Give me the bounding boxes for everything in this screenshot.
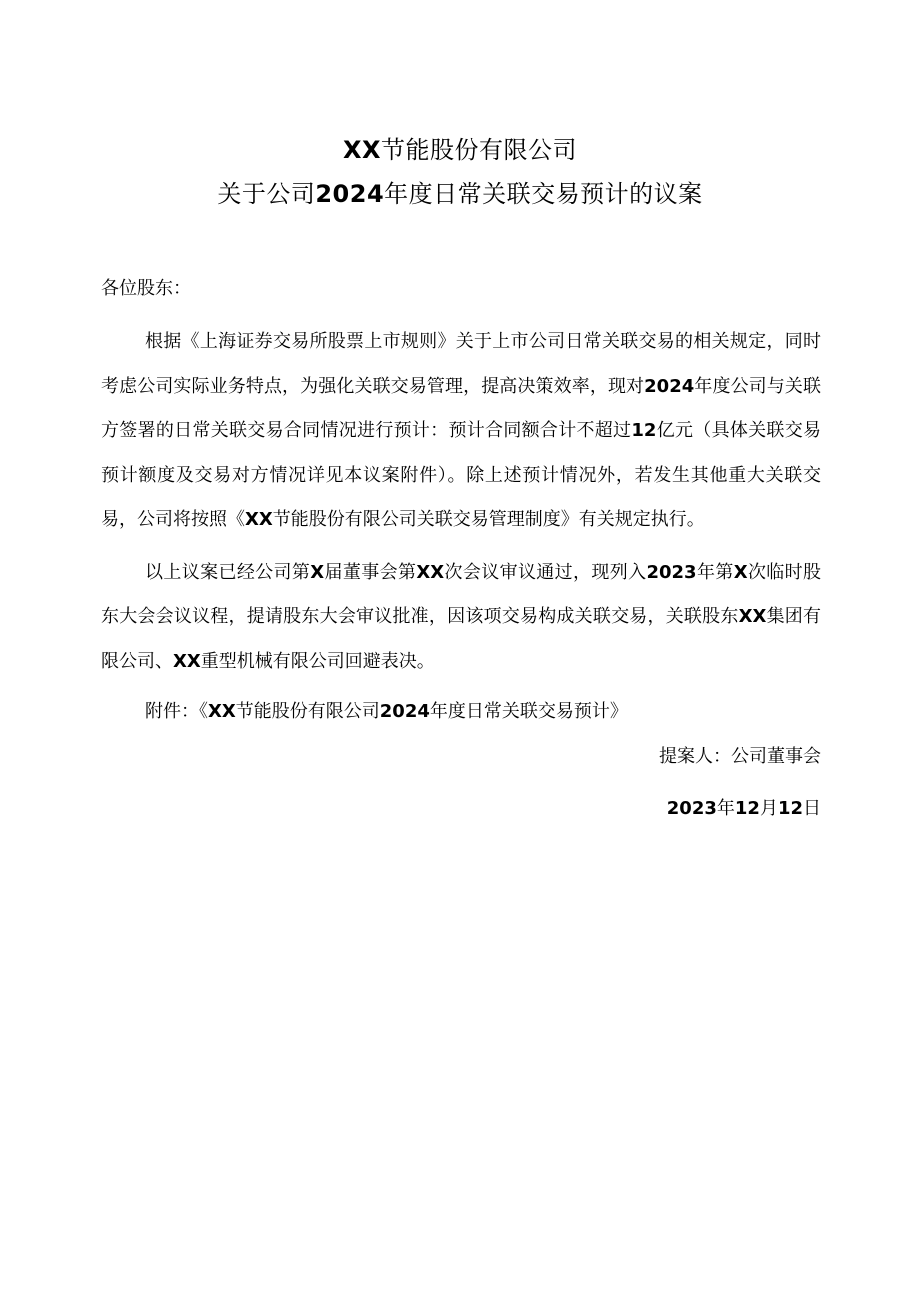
- title-company-line: [0, 128, 920, 172]
- paragraph-background: [101, 320, 821, 543]
- title-company-prefix: XX: [342, 136, 381, 164]
- para2-text-3: 次会议审议通过，现列入: [444, 561, 647, 583]
- para1-text-1: 根据《上海证券交易所股票上市规则》关于上市公司日常关联交易的相关规定，同时考虑公司实际业务特点，为强化关联交易管理，提高决策效率，现对: [101, 331, 821, 397]
- date-year-unit: 年: [716, 797, 735, 819]
- attachment-company-code: XX: [208, 701, 236, 722]
- attachment-text-2: 节能股份有限公司: [235, 701, 380, 722]
- para2-meeting-index: X: [733, 561, 748, 583]
- date-line: [101, 787, 821, 831]
- title-subject-b: 年度日常关联交易预计的议案: [384, 180, 703, 208]
- para2-text-6: 集团有限公司、: [101, 606, 822, 672]
- para2-meeting-number: XX: [416, 561, 445, 583]
- title-company-suffix: 节能股份有限公司: [381, 136, 577, 164]
- para2-text-7: 重型机械有限公司回避表决。: [200, 650, 435, 672]
- title-subject-a: 关于公司: [217, 180, 316, 208]
- date-day-unit: 日: [803, 797, 821, 819]
- document-body: [101, 274, 821, 831]
- salutation: 各位股东：: [101, 278, 191, 299]
- para2-text-1: 以上议案已经公司第: [145, 561, 311, 583]
- para1-text-2: 年度公司与关联方签署的日常关联交易合同情况进行预计：预计合同额合计不超过: [101, 375, 822, 441]
- date-month-unit: 月: [759, 797, 778, 819]
- attachment-line: [101, 690, 821, 735]
- para1-text-3: 亿元（具体关联交易预计额度及交易对方情况详见本议案附件）。除上述预计情况外，若发生其他重大关联交易，公司将按照《: [101, 420, 822, 530]
- para2-text-5: 次临时股东大会会议议程，提请股东大会审议批准，因该项交易构成关联交易，关联股东: [101, 561, 822, 627]
- paragraph-approval: [101, 551, 821, 685]
- para2-text-4: 年第: [696, 561, 734, 583]
- para2-board-session: X: [310, 561, 325, 583]
- date-day: 12: [777, 797, 803, 819]
- para1-text-4: 节能股份有限公司关联交易管理制度》有关规定执行。: [272, 509, 705, 530]
- para2-group-code: XX: [738, 606, 767, 627]
- para1-year: 2024: [644, 375, 695, 397]
- attachment-text-3: 年度日常关联交易预计》: [429, 701, 628, 722]
- date-month: 12: [734, 797, 760, 819]
- proposer-line: 提案人：公司董事会: [659, 745, 821, 767]
- attachment-text-1: 附件：《: [145, 701, 208, 722]
- title-subject-year: 2024: [315, 180, 385, 208]
- para1-amount: 12: [631, 420, 657, 441]
- date-year: 2023: [666, 797, 717, 819]
- para2-machinery-code: XX: [173, 650, 201, 672]
- title-subject-line: [0, 172, 920, 216]
- attachment-year: 2024: [379, 701, 430, 722]
- document-title: [0, 128, 920, 216]
- para2-text-2: 届董事会第: [324, 561, 417, 583]
- para2-year: 2023: [646, 561, 697, 583]
- para1-company-code: XX: [245, 509, 273, 530]
